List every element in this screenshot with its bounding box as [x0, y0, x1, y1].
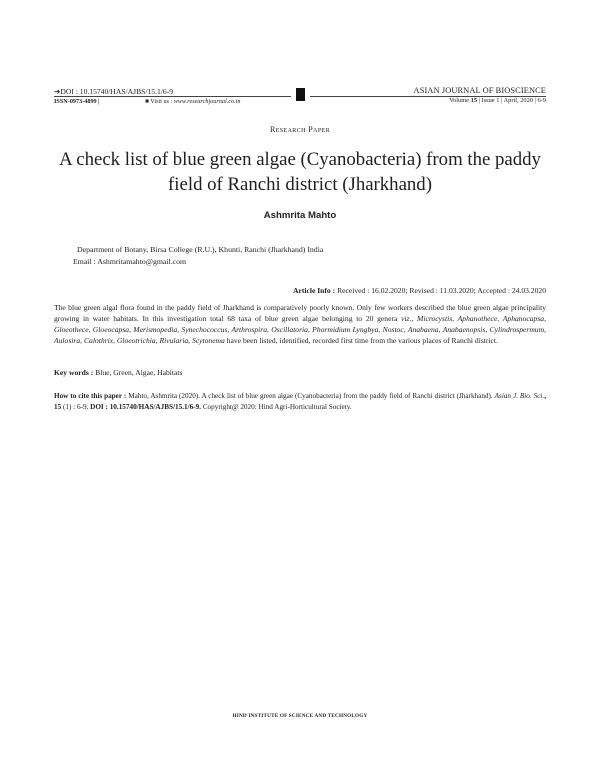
article-info-label: Article Info : [292, 286, 338, 295]
affiliation [73, 244, 324, 268]
keywords [54, 368, 182, 377]
abstract: The blue green algal flora found in the paddy field of Jharkhand is comparatively poorly known. Only few workers described the blue green algae principality growing in water habitats. In this investigation total 68 taxa of blue green algae belonging to 20 genera viz., Microcystis, Aphanothece, Aphanocapsa, Gloeothece, Gloeocapsa, Merismopedia, Synechococcus, Arthrospira, Oscillatoria, Phormidium Lyngbya, Nostoc, Anabaena, Anabaenopsis, Cylindrospermum, Aulosira, Calothrix, Gloeotrichia, Rivularia, Scytonema have been listed, identified, recorded first time from the various places of Ranchi district. [54, 303, 546, 345]
issn: ISSN-0973-4899 | [54, 98, 100, 105]
header-left [54, 87, 240, 107]
genera-list: Microcystis, Aphanothece, Aphanocapsa, Gloeothece, Gloeocapsa, Merismopedia, Synechococcus, Arthrospira, Oscillatoria, Phormidium Lyngbya, Nostoc, Anabaena, Anabaenopsis, Cylindrospermum, Aulosira, Calothrix, Gloeotrichia, Rivularia, Scytonema [54, 314, 546, 345]
author-email[interactable]: Email : Ashmritamahto@gmail.com [73, 257, 187, 266]
visit-label: ■ Visit us : [145, 98, 174, 105]
journal-abbr: Asian J. Bio. Sci. [494, 392, 545, 400]
author-name: Ashmrita Mahto [263, 210, 337, 221]
citation: How to cite this paper : Mahto, Ashmrita (2020). A check list of blue green algae (Cyanobacteria) from the paddy field of Ranchi district (Jharkhand). Asian J. Bio. Sci., 15 (1) : 6-9. DOI : 10.15740/HAS/AJBS/15.1/6-9. Copyright@ 2020: Hind Agri-Horticultural Society. [54, 392, 546, 411]
arrow-icon: ➔ [54, 87, 61, 96]
department: Department of Botany, Birsa College (R.U.), Khunti, Ranchi (Jharkhand) India [77, 245, 324, 254]
article-info [293, 286, 546, 295]
header-marker [296, 88, 305, 101]
article-dates: Received : 16.02.2020; Revised : 11.03.2020; Accepted : 24.03.2020 [337, 286, 546, 295]
keywords-values: Blue, Green, Algae, Habitats [95, 368, 183, 377]
doi-link[interactable]: DOI : 10.15740/HAS/AJBS/15.1/6-9 [60, 87, 174, 96]
header-rule-left [54, 96, 291, 97]
footer-publisher: HIND INSTITUTE OF SCIENCE AND TECHNOLOGY [232, 713, 368, 719]
citation-doi[interactable]: DOI : 10.15740/HAS/AJBS/15.1/6-9. [90, 403, 201, 411]
issn-line [54, 97, 240, 107]
citation-label: How to cite this paper : [54, 392, 129, 400]
paper-type: Research Paper [269, 125, 331, 134]
keywords-label: Key words : [54, 368, 96, 377]
paper-title: A check list of blue green algae (Cyanobacteria) from the paddy field of Ranchi district (Jharkhand) [59, 149, 541, 195]
volume-number: 15 [470, 97, 478, 104]
volume-info: Volume 15 | Issue 1 | April, 2020 | 6-9 [449, 97, 546, 104]
journal-name: ASIAN JOURNAL OF BIOSCIENCE [413, 86, 546, 95]
header-right [414, 86, 546, 104]
website-link[interactable]: www.researchjournal.co.in [173, 98, 241, 105]
